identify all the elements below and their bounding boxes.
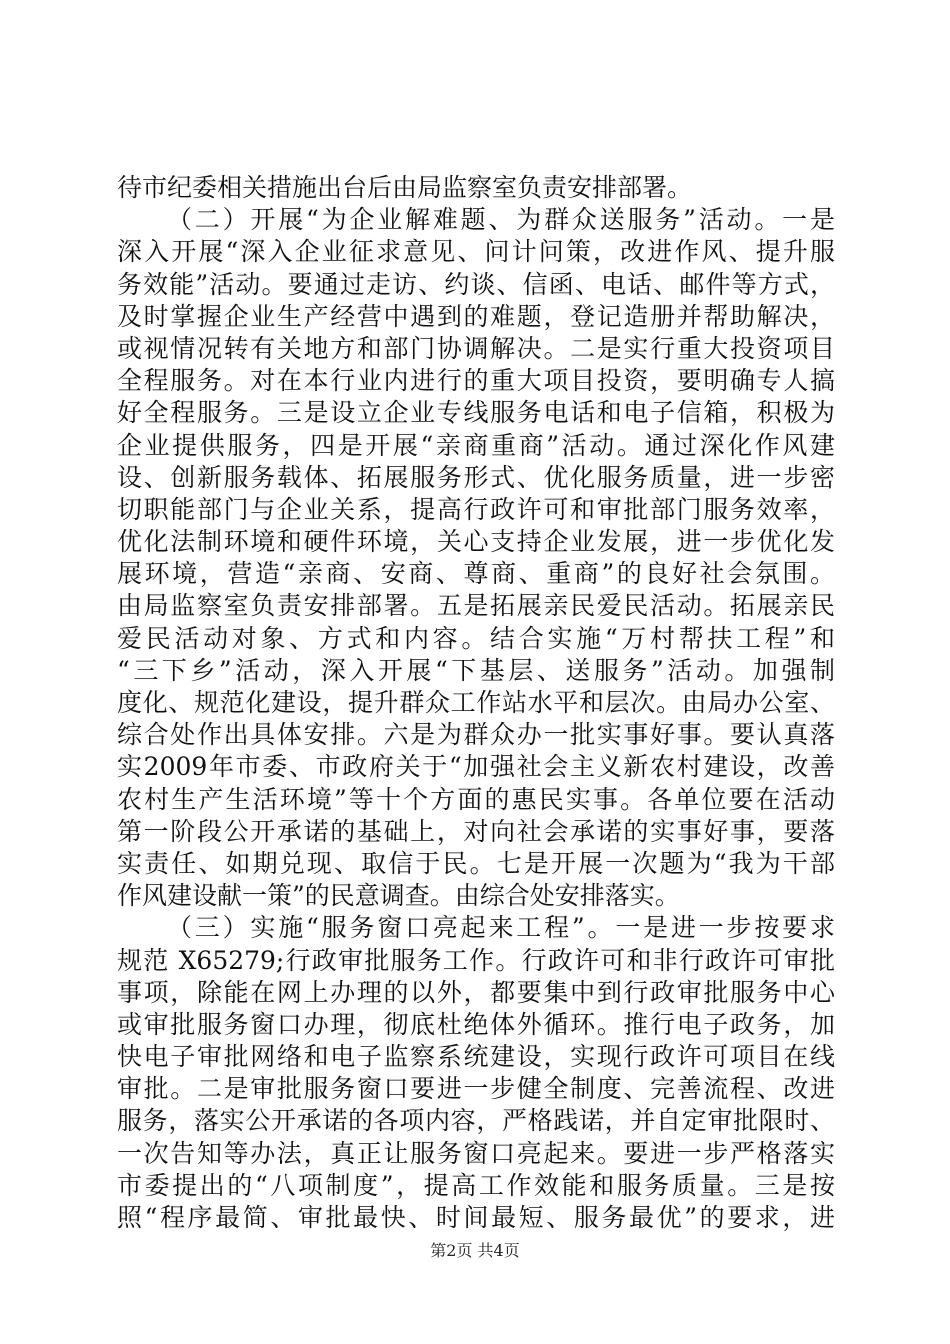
text-line: 及时掌握企业生产经营中遇到的难题，登记造册并帮助解决， (117, 301, 835, 331)
text-line: 切职能部门与企业关系，提高行政许可和审批部门服务效率， (117, 494, 835, 524)
text-line: 审批。二是审批服务窗口要进一步健全制度、完善流程、改进 (117, 1074, 835, 1104)
body-text (117, 172, 835, 1234)
text-line: 作风建设献一策”的民意调查。由综合处安排落实。 (117, 881, 680, 911)
text-line: 务效能”活动。要通过走访、约谈、信函、电话、邮件等方式， (117, 269, 835, 299)
text-line: 服务，落实公开承诺的各项内容，严格践诺，并自定审批限时、 (117, 1106, 835, 1136)
text-line: 设、创新服务载体、拓展服务形式、优化服务质量，进一步密 (117, 462, 835, 492)
text-line: 深入开展“深入企业征求意见、问计问策，改进作风、提升服 (117, 237, 835, 267)
text-line: 或审批服务窗口办理，彻底杜绝体外循环。推行电子政务，加 (117, 1009, 835, 1039)
text-line: 优化法制环境和硬件环境，关心支持企业发展，进一步优化发 (117, 527, 835, 557)
text-line: 实责任、如期兑现、取信于民。七是开展一次题为“我为干部 (117, 848, 835, 878)
text-line: 好全程服务。三是设立企业专线服务电话和电子信箱，积极为 (117, 398, 835, 428)
text-line: 农村生产生活环境”等十个方面的惠民实事。各单位要在活动 (117, 784, 835, 814)
text-line: 市委提出的“八项制度”，提高工作效能和服务质量。三是按 (117, 1170, 835, 1200)
text-line: 或视情况转有关地方和部门协调解决。二是实行重大投资项目 (117, 333, 835, 363)
text-line: （三）实施“服务窗口亮起来工程”。一是进一步按要求 (167, 913, 835, 943)
text-line: 待市纪委相关措施出台后由局监察室负责安排部署。 (117, 173, 693, 202)
text-line: 快电子审批网络和电子监察系统建设，实现行政许可项目在线 (117, 1042, 835, 1072)
text-line: 展环境，营造“亲商、安商、尊商、重商”的良好社会氛围。 (117, 559, 835, 589)
text-line: 第一阶段公开承诺的基础上，对向社会承诺的实事好事，要落 (117, 816, 835, 846)
text-line: 一次告知等办法，真正让服务窗口亮起来。要进一步严格落实 (117, 1138, 835, 1168)
text-line: 照“程序最简、审批最快、时间最短、服务最优”的要求，进 (117, 1203, 835, 1232)
text-line: 规范 X65279;行政审批服务工作。行政许可和非行政许可审批 (117, 945, 835, 975)
text-line: 综合处作出具体安排。六是为群众办一批实事好事。要认真落 (117, 720, 835, 750)
text-line: 企业提供服务，四是开展“亲商重商”活动。通过深化作风建 (117, 430, 835, 460)
text-line: 事项，除能在网上办理的以外，都要集中到行政审批服务中心 (117, 977, 835, 1007)
text-line: 全程服务。对在本行业内进行的重大项目投资，要明确专人搞 (117, 366, 835, 396)
text-line: 度化、规范化建设，提升群众工作站水平和层次。由局办公室、 (117, 688, 835, 717)
page-footer: 第2页 共4页 (430, 1241, 520, 1260)
text-line: （二）开展“为企业解难题、为群众送服务”活动。一是 (167, 205, 835, 235)
text-line: “三下乡”活动，深入开展“下基层、送服务”活动。加强制 (117, 655, 835, 685)
text-line: 爱民活动对象、方式和内容。结合实施“万村帮扶工程”和 (117, 623, 835, 653)
text-line: 实2009年市委、市政府关于“加强社会主义新农村建设，改善 (117, 752, 835, 782)
text-line: 由局监察室负责安排部署。五是拓展亲民爱民活动。拓展亲民 (117, 591, 835, 621)
